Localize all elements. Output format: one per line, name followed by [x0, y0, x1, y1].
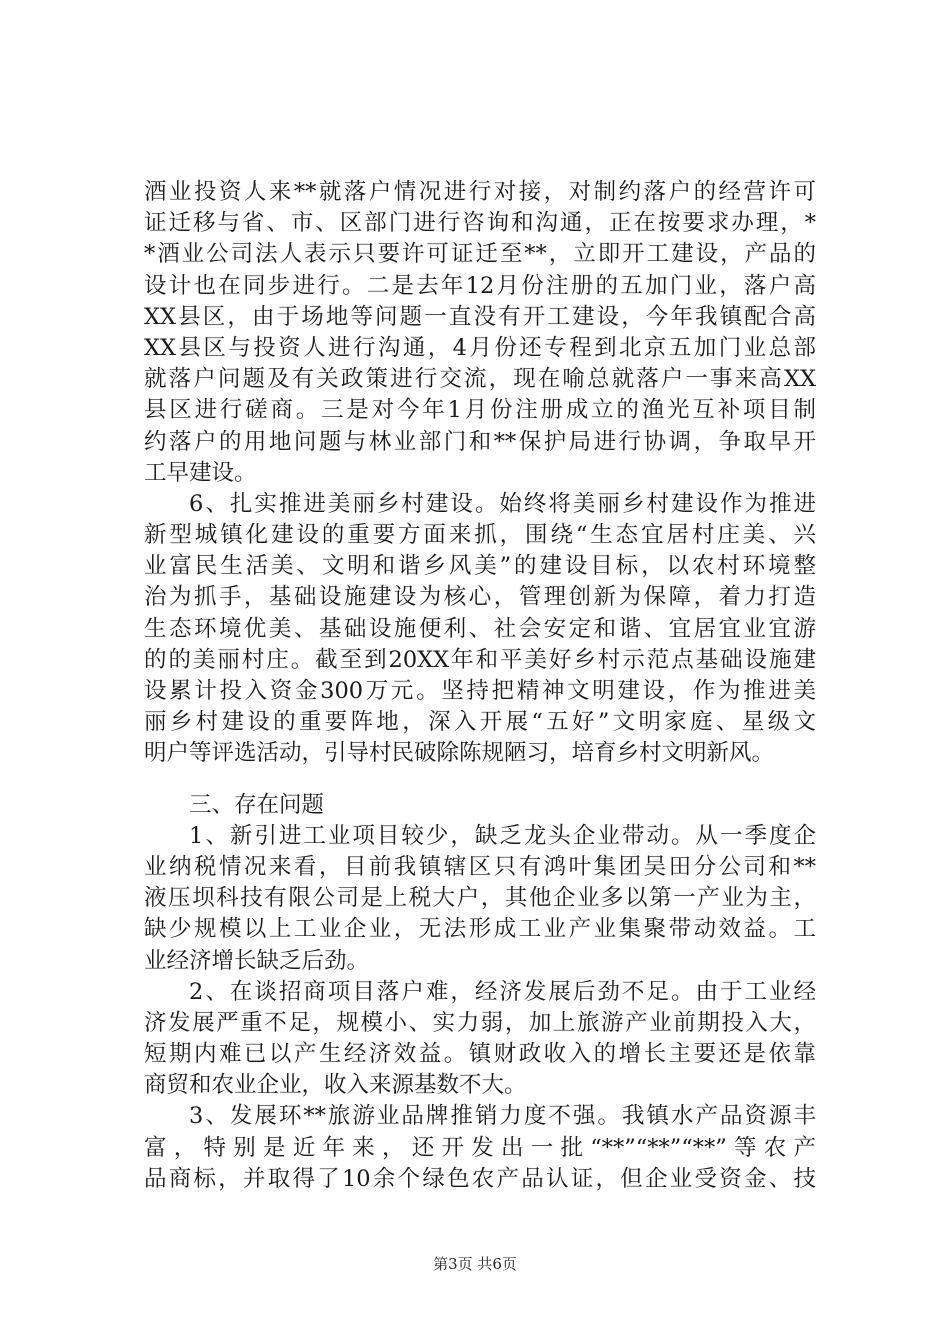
paragraph-block-4	[144, 977, 816, 1102]
text-line: 证迁移与省、市、区部门进行咨询和沟通，正在按要求办理，*	[144, 210, 816, 237]
text-line: 业富民生活美、文明和谐乡风美”的建设目标，以农村环境整	[144, 553, 816, 580]
text-line: 业纳税情况来看，目前我镇辖区只有鸿叶集团吴田分公司和**	[144, 853, 816, 880]
text-line: 工早建设。	[144, 459, 257, 486]
text-line: 酒业投资人来**就落户情况进行对接，对制约落户的经营许可	[144, 179, 816, 205]
text-line: 约落户的用地问题与林业部门和**保护局进行协调，争取早开	[144, 428, 816, 455]
text-line: 济发展严重不足，规模小、实力弱，加上旅游产业前期投入大，	[144, 1009, 816, 1036]
text-line: 2、在谈招商项目落户难，经济发展后劲不足。由于工业经	[189, 978, 816, 1005]
text-line: 商贸和农业企业，收入来源基数不大。	[144, 1072, 527, 1099]
text-line: 明户等评选活动，引导村民破除陈规陋习，培育乡村文明新风。	[144, 740, 775, 767]
text-line: 业经济增长缺乏后劲。	[144, 947, 370, 974]
document-body	[144, 177, 816, 1195]
text-line: 1、新引进工业项目较少，缺乏龙头企业带动。从一季度企	[189, 822, 816, 849]
text-line: 就落户问题及有关政策进行交流，现在喻总就落户一事来高XX	[144, 366, 816, 393]
text-line: 丽乡村建设的重要阵地，深入开展“五好”文明家庭、星级文	[144, 709, 816, 736]
section-heading: 三、存在问题	[189, 791, 325, 818]
text-line: 缺少规模以上工业企业，无法形成工业产业集聚带动效益。工	[144, 916, 816, 943]
text-line: 治为抓手，基础设施建设为核心，管理创新为保障，着力打造	[144, 584, 816, 611]
paragraph-block-2	[144, 489, 816, 770]
text-line: 富，特别是近年来，还开发出一批“**”“**”“**”等农产	[144, 1134, 816, 1161]
paragraph-block-5	[144, 1101, 816, 1195]
paragraph-block-1	[144, 177, 816, 489]
page-footer: 第3页 共6页	[433, 1255, 517, 1273]
text-line: 6、扎实推进美丽乡村建设。始终将美丽乡村建设作为推进	[189, 490, 816, 517]
section-gap	[144, 770, 816, 790]
text-line: XX县区，由于场地等问题一直没有开工建设，今年我镇配合高	[144, 303, 816, 330]
text-line: 设计也在同步进行。二是去年12月份注册的五加门业，落户高	[144, 272, 816, 299]
paragraph-block-3	[144, 821, 816, 977]
text-line: 品商标，并取得了10余个绿色农产品认证，但企业受资金、技	[144, 1165, 816, 1192]
text-line: 生态环境优美、基础设施便利、社会安定和谐、宜居宜业宜游	[144, 615, 816, 642]
text-line: 新型城镇化建设的重要方面来抓，围绕“生态宜居村庄美、兴	[144, 522, 816, 549]
text-line: 设累计投入资金300万元。坚持把精神文明建设，作为推进美	[144, 678, 816, 704]
text-line: 短期内难已以产生经济效益。镇财政收入的增长主要还是依靠	[144, 1041, 816, 1068]
text-line: 液压坝科技有限公司是上税大户，其他企业多以第一产业为主，	[144, 885, 816, 912]
text-line: 的的美丽村庄。截至到20XX年和平美好乡村示范点基础设施建	[144, 646, 816, 673]
text-line: *酒业公司法人表示只要许可证迁至**，立即开工建设，产品的	[144, 241, 816, 268]
text-line: 3、发展环**旅游业品牌推销力度不强。我镇水产品资源丰	[189, 1103, 816, 1130]
text-line: 县区进行磋商。三是对今年1月份注册成立的渔光互补项目制	[144, 397, 816, 424]
text-line: XX县区与投资人进行沟通，4月份还专程到北京五加门业总部	[144, 334, 816, 361]
